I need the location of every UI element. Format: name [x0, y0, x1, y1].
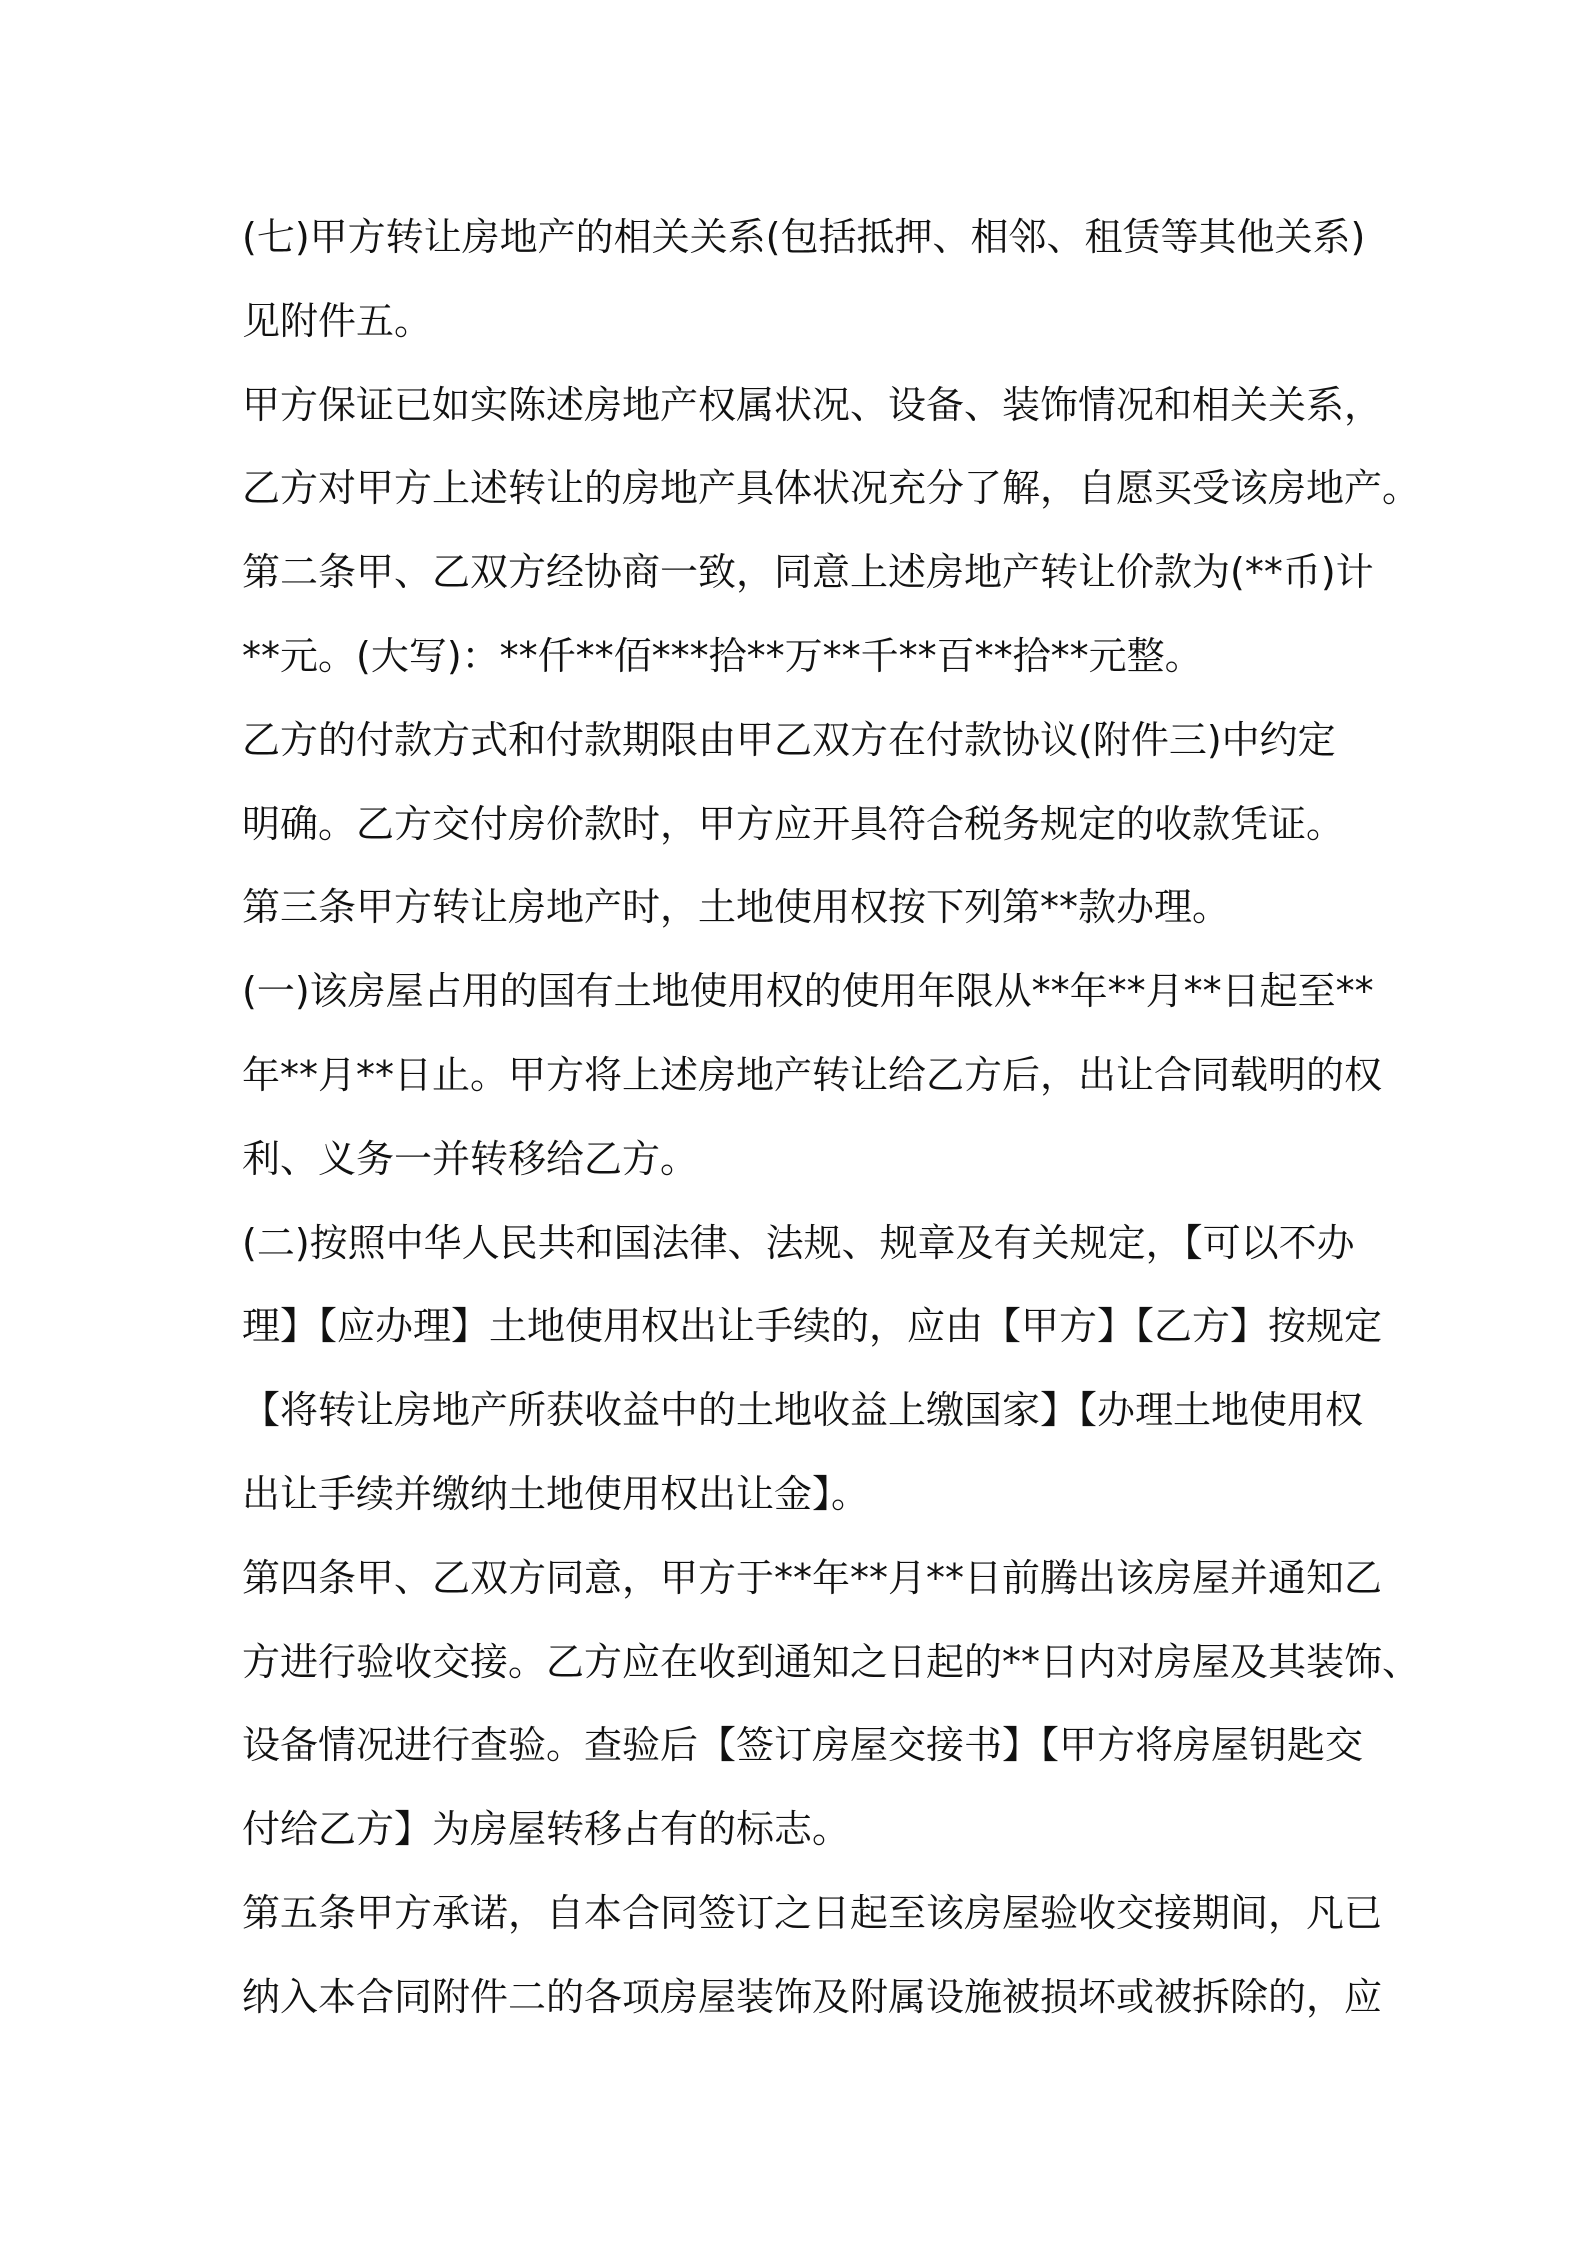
text-line: 乙方的付款方式和付款期限由甲乙双方在付款协议(附件三)中约定 — [242, 717, 1336, 762]
text-line: 付给乙方】为房屋转移占有的标志。 — [242, 1807, 851, 1852]
text-line: (一)该房屋占用的国有土地使用权的使用年限从**年**月**日起至** — [242, 969, 1374, 1014]
text-line: 【将转让房地产所获收益中的土地收益上缴国家】【办理土地使用权 — [242, 1388, 1364, 1433]
text-line: 见附件五。 — [242, 298, 433, 343]
text-line: 年**月**日止。甲方将上述房地产转让给乙方后，出让合同载明的权 — [242, 1052, 1383, 1097]
text-line: 第二条甲、乙双方经协商一致，同意上述房地产转让价款为(**币)计 — [242, 550, 1374, 595]
text-line: 明确。乙方交付房价款时，甲方应开具符合税务规定的收款凭证。 — [242, 801, 1345, 846]
text-line: 第四条甲、乙双方同意，甲方于**年**月**日前腾出该房屋并通知乙 — [242, 1555, 1383, 1600]
contract-text — [242, 196, 1421, 2040]
text-line: 出让手续并缴纳土地使用权出让金】。 — [242, 1471, 870, 1516]
text-line: 甲方保证已如实陈述房地产权属状况、设备、装饰情况和相关关系， — [242, 382, 1383, 427]
text-line: 利、义务一并转移给乙方。 — [242, 1136, 699, 1181]
text-line: (二)按照中华人民共和国法律、法规、规章及有关规定，【可以不办 — [242, 1220, 1355, 1265]
text-line: 方进行验收交接。乙方应在收到通知之日起的**日内对房屋及其装饰、 — [242, 1639, 1421, 1684]
text-line: 第五条甲方承诺，自本合同签订之日起至该房屋验收交接期间，凡已 — [242, 1890, 1383, 1935]
text-line: 乙方对甲方上述转让的房地产具体状况充分了解，自愿买受该房地产。 — [242, 466, 1421, 511]
text-line: 设备情况进行查验。查验后【签订房屋交接书】【甲方将房屋钥匙交 — [242, 1723, 1364, 1768]
text-line: (七)甲方转让房地产的相关关系(包括抵押、相邻、租赁等其他关系) — [242, 215, 1366, 259]
text-line: 理】【应办理】土地使用权出让手续的，应由【甲方】【乙方】按规定 — [242, 1304, 1383, 1349]
text-line: **元。(大写)：**仟**佰***拾**万**千**百**拾**元整。 — [242, 633, 1203, 678]
text-line: 纳入本合同附件二的各项房屋装饰及附属设施被损坏或被拆除的，应 — [242, 1974, 1383, 2019]
text-line: 第三条甲方转让房地产时，土地使用权按下列第**款办理。 — [242, 885, 1231, 930]
